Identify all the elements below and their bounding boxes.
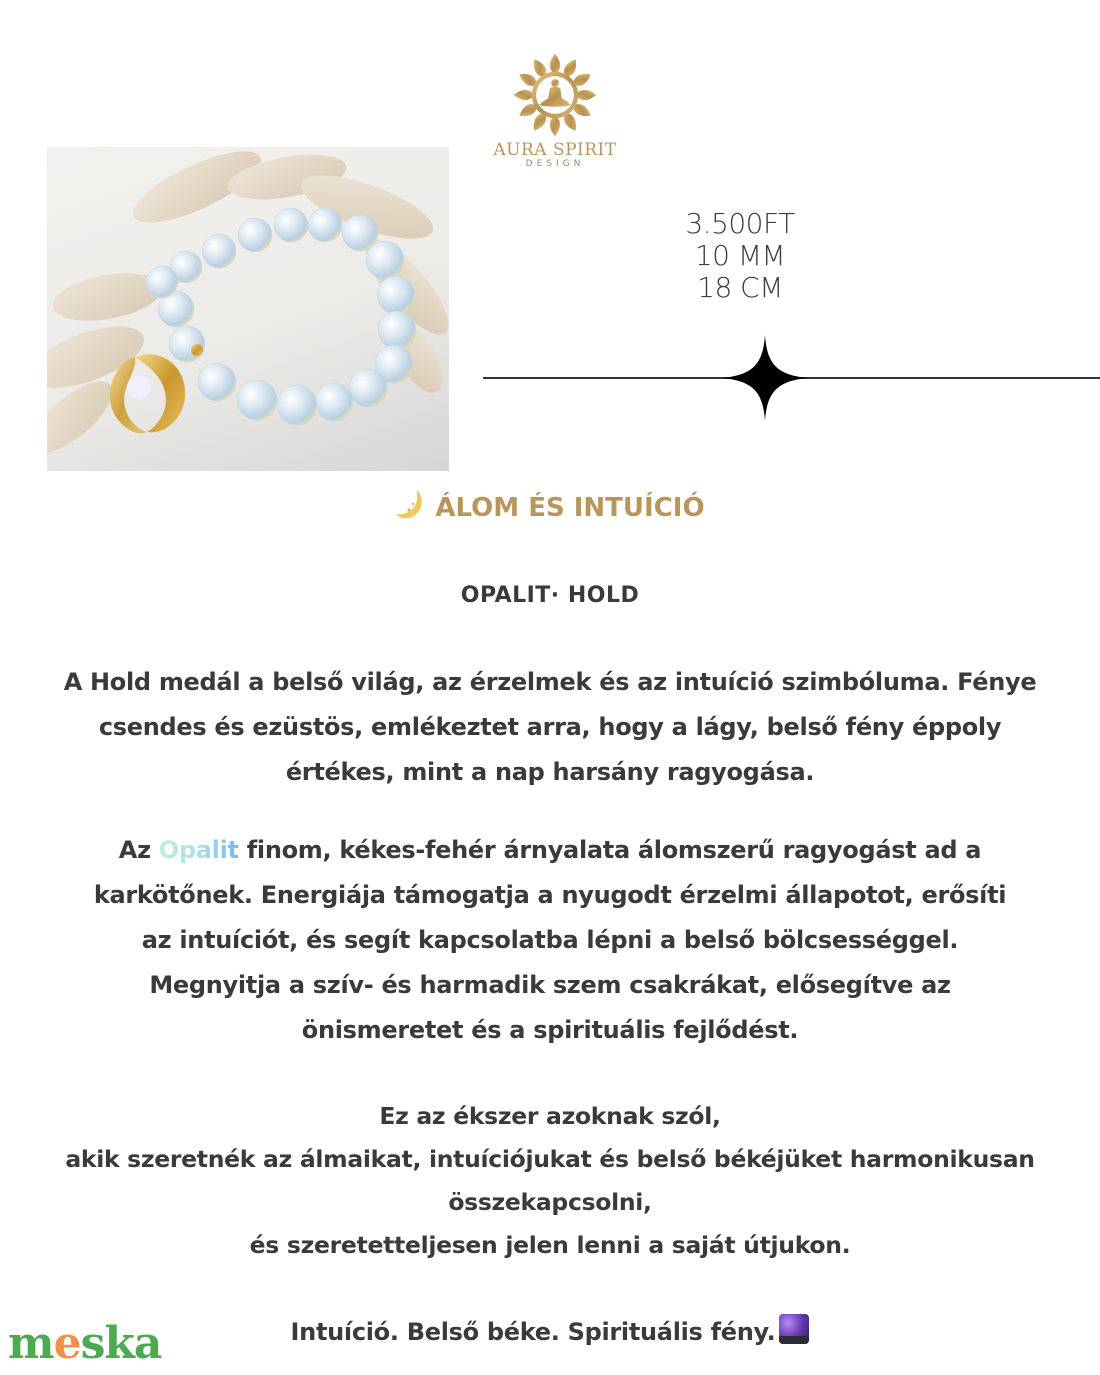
section-heading	[0, 488, 1100, 523]
description-paragraph-2	[20, 828, 1080, 1053]
product-photo	[47, 147, 449, 471]
description-paragraph-1	[20, 660, 1080, 795]
milky-way-icon	[779, 1314, 809, 1344]
text-line: értékes, mint a nap harsány ragyogása.	[285, 758, 815, 786]
text-line: Megnyitja a szív- és harmadik szem csakrákat, elősegítve az	[149, 971, 951, 999]
stone-title: OPALIT· HOLD	[460, 583, 640, 608]
text-line: önismeretet és a spirituális fejlődést.	[301, 1016, 799, 1044]
price: 3.500FT	[685, 207, 795, 240]
text-line: csendes és ezüstös, emlékeztet arra, hogy a lágy, belső fény éppoly	[98, 713, 1002, 741]
text-line: és szeretetteljesen jelen lenni a saját útjukon.	[249, 1231, 851, 1259]
text-line: összekapcsolni,	[448, 1188, 652, 1216]
text-line	[20, 828, 1080, 873]
opalit-highlight: Opalit	[158, 836, 239, 864]
crescent-moon-icon	[395, 488, 427, 520]
text-fragment: finom, kékes-fehér árnyalata álomszerű ragyogást ad a	[238, 836, 982, 864]
description-paragraph-3	[20, 1095, 1080, 1267]
text-line: akik szeretnék az álmaikat, intuíciójukat és belső békéjüket harmonikusan	[65, 1145, 1035, 1173]
meska-logo	[8, 1318, 161, 1369]
product-specs	[640, 208, 840, 304]
logo-part: m	[8, 1318, 54, 1369]
tagline	[20, 1310, 1080, 1355]
logo-part: ska	[80, 1318, 162, 1369]
text-fragment: Az	[118, 836, 159, 864]
text-line: az intuíciót, és segít kapcsolatba lépni a belső bölcsességgel.	[141, 926, 959, 954]
text-line: Ez az ékszer azoknak szól,	[379, 1102, 721, 1130]
brand-logo	[490, 52, 620, 169]
section-heading-text: ÁLOM ÉS INTUÍCIÓ	[435, 493, 705, 523]
lotus-meditation-icon	[512, 52, 598, 138]
text-line: A Hold medál a belső világ, az érzelmek és az intuíció szimbóluma. Fénye	[63, 668, 1037, 696]
brand-name: AURA SPIRIT	[493, 140, 617, 160]
tagline-text: Intuíció. Belső béke. Spirituális fény.	[290, 1318, 776, 1346]
four-point-star-icon	[722, 335, 808, 421]
length: 18 CM	[697, 271, 783, 304]
logo-part: e	[53, 1318, 81, 1369]
brand-subtitle: DESIGN	[525, 159, 585, 169]
text-line: karkötőnek. Energiája támogatja a nyugodt érzelmi állapotot, erősíti	[93, 881, 1007, 909]
bracelet-illustration	[47, 147, 449, 471]
bead-size: 10 MM	[694, 239, 786, 272]
